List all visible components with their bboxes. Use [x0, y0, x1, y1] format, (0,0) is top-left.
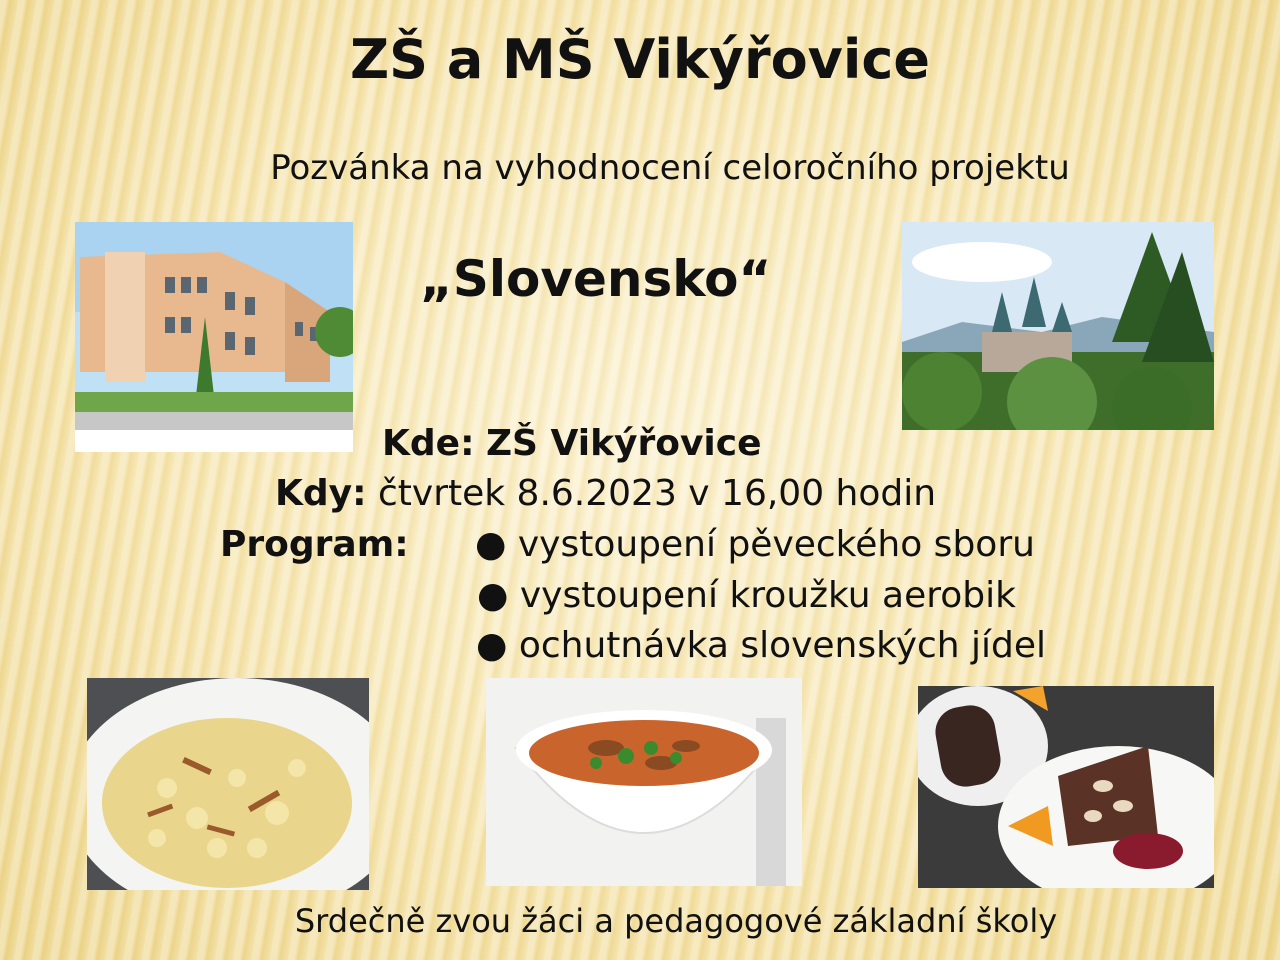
invitation-subtitle: Pozvánka na vyhodnocení celoročního projektu	[270, 148, 1070, 188]
soup-photo	[486, 678, 802, 886]
where-value: ZŠ Vikýřovice	[485, 423, 762, 464]
program-label: Program:	[220, 524, 409, 565]
dessert-photo	[918, 686, 1214, 888]
program-item: ● vystoupení pěveckého sboru	[475, 524, 1035, 565]
when-label: Kdy:	[275, 473, 367, 514]
project-name: „Slovensko“	[420, 250, 772, 308]
program-item: ● ochutnávka slovenských jídel	[476, 625, 1047, 666]
footer-invitation: Srdečně zvou žáci a pedagogové základní školy	[294, 902, 1058, 940]
where-label: Kde:	[382, 423, 475, 464]
school-building-photo	[75, 222, 353, 452]
halusky-photo	[87, 678, 369, 890]
where-line	[382, 423, 762, 464]
when-line	[275, 473, 936, 514]
page-title: ZŠ a MŠ Vikýřovice	[349, 28, 931, 91]
when-value: čtvrtek 8.6.2023 v 16,00 hodin	[377, 473, 937, 514]
program-item: ● vystoupení kroužku aerobik	[477, 575, 1016, 616]
castle-photo	[902, 222, 1214, 430]
